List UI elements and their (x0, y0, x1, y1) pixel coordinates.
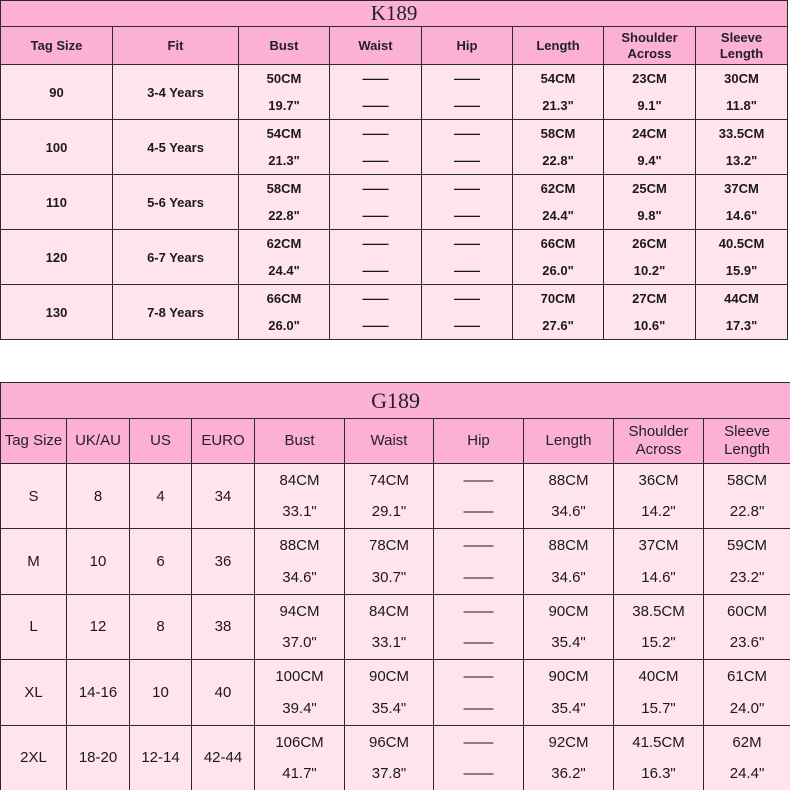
length-cell (524, 660, 614, 725)
cm-value: 62CM (266, 236, 302, 252)
euro-cell: 40 (192, 660, 255, 725)
cm-value: 96CM (368, 733, 409, 751)
cm-value: 40CM (638, 668, 679, 686)
cm-value: 74CM (368, 471, 409, 489)
cm-value: 61CM (727, 668, 768, 686)
shoulder-cell (614, 725, 704, 790)
cm-value: 44CM (724, 291, 759, 307)
cm-value: 84CM (368, 602, 409, 620)
bust-cell (255, 660, 345, 725)
fit-cell: 7-8 Years (113, 285, 239, 340)
size-chart-g189 (0, 382, 790, 790)
cm-value: —— (463, 602, 494, 620)
cm-value: —— (463, 537, 494, 555)
cm-value: 27CM (632, 291, 667, 307)
shoulder-cell (614, 464, 704, 529)
hip-cell (422, 285, 513, 340)
us-cell: 12-14 (130, 725, 192, 790)
cm-value: 106CM (275, 733, 324, 751)
uk-au-cell: 10 (67, 529, 130, 594)
inch-value: —— (362, 207, 389, 223)
table-row (1, 120, 788, 175)
inch-value: 9.8" (637, 207, 662, 223)
bust-cell (255, 529, 345, 594)
sleeve-cell (704, 594, 790, 659)
waist-cell (345, 529, 434, 594)
column-header: Fit (113, 27, 239, 65)
column-header: Waist (345, 419, 434, 464)
hip-cell (422, 65, 513, 120)
waist-cell (345, 594, 434, 659)
waist-cell (330, 230, 422, 285)
cm-value: 30CM (724, 71, 759, 87)
tag-size-cell: S (1, 464, 67, 529)
shoulder-cell (604, 120, 696, 175)
waist-cell (330, 65, 422, 120)
inch-value: —— (463, 634, 494, 652)
cm-value: —— (463, 668, 494, 686)
cm-value: —— (463, 733, 494, 751)
waist-cell (345, 660, 434, 725)
inch-value: 23.6" (729, 634, 765, 652)
fit-cell: 4-5 Years (113, 120, 239, 175)
hip-cell (434, 725, 524, 790)
cm-value: —— (454, 181, 480, 197)
uk-au-cell: 8 (67, 464, 130, 529)
cm-value: 23CM (632, 71, 667, 87)
cm-value: 25CM (632, 181, 667, 197)
tag-size-cell: XL (1, 660, 67, 725)
euro-cell: 38 (192, 594, 255, 659)
cm-value: 26CM (632, 236, 667, 252)
cm-value: —— (362, 236, 389, 252)
tag-size-cell: M (1, 529, 67, 594)
inch-value: 21.3" (268, 152, 300, 168)
bust-cell (255, 464, 345, 529)
table-row (1, 175, 788, 230)
inch-value: 11.8" (726, 97, 757, 113)
fit-cell: 5-6 Years (113, 175, 239, 230)
cm-value: 90CM (548, 602, 589, 620)
cm-value: —— (454, 71, 480, 87)
hip-cell (434, 464, 524, 529)
inch-value: —— (362, 97, 389, 113)
cm-value: 33.5CM (718, 126, 765, 142)
bust-cell (239, 230, 330, 285)
cm-value: 58CM (266, 181, 302, 197)
bust-cell (239, 120, 330, 175)
column-header: US (130, 419, 192, 464)
inch-value: 16.3" (641, 765, 676, 782)
inch-value: 35.4" (551, 634, 586, 652)
header-row (1, 419, 790, 464)
inch-value: 34.6" (551, 568, 586, 586)
header-row (1, 27, 788, 65)
cm-value: 66CM (266, 291, 302, 307)
column-header: UK/AU (67, 419, 130, 464)
us-cell: 10 (130, 660, 192, 725)
bust-cell (255, 725, 345, 790)
us-cell: 8 (130, 594, 192, 659)
cm-value: 36CM (638, 471, 679, 489)
table-row (1, 594, 790, 659)
bust-cell (239, 285, 330, 340)
column-header: Shoulder Across (604, 27, 696, 65)
inch-value: 22.8" (729, 503, 765, 521)
column-header: Bust (239, 27, 330, 65)
inch-value: 15.9" (725, 262, 758, 278)
inch-value: 29.1" (371, 503, 407, 521)
column-header: Shoulder Across (614, 419, 704, 464)
column-header: Bust (255, 419, 345, 464)
chart-title: K189 (1, 1, 788, 27)
length-cell (513, 65, 604, 120)
cm-value: 94CM (279, 602, 320, 620)
inch-value: —— (362, 262, 389, 278)
inch-value: 37.0" (282, 634, 317, 652)
tag-size-cell: 100 (1, 120, 113, 175)
shoulder-cell (604, 175, 696, 230)
cm-value: 59CM (727, 537, 768, 555)
inch-value: 36.2" (551, 765, 586, 782)
inch-value: 15.7" (641, 699, 676, 717)
table-row (1, 464, 790, 529)
column-header: Sleeve Length (696, 27, 788, 65)
cm-value: 50CM (266, 71, 302, 87)
inch-value: —— (454, 262, 480, 278)
shoulder-cell (604, 230, 696, 285)
inch-value: 35.4" (551, 699, 586, 717)
tag-size-cell: 90 (1, 65, 113, 120)
fit-cell: 6-7 Years (113, 230, 239, 285)
cm-value: 90CM (548, 668, 589, 686)
cm-value: —— (454, 291, 480, 307)
hip-cell (422, 120, 513, 175)
inch-value: —— (362, 317, 389, 333)
length-cell (513, 285, 604, 340)
sleeve-cell (704, 725, 790, 790)
inch-value: —— (463, 765, 494, 782)
column-header: Hip (422, 27, 513, 65)
shoulder-cell (604, 285, 696, 340)
cm-value: 88CM (548, 471, 589, 489)
tag-size-cell: 120 (1, 230, 113, 285)
euro-cell: 34 (192, 464, 255, 529)
cm-value: 100CM (275, 668, 324, 686)
cm-value: 62M (732, 733, 762, 751)
cm-value: 62CM (540, 181, 576, 197)
cm-value: —— (463, 471, 494, 489)
cm-value: 70CM (540, 291, 576, 307)
hip-cell (422, 175, 513, 230)
table-row (1, 230, 788, 285)
column-header: Length (524, 419, 614, 464)
tag-size-cell: 130 (1, 285, 113, 340)
inch-value: —— (463, 568, 494, 586)
cm-value: 58CM (540, 126, 576, 142)
inch-value: 24.4" (729, 765, 765, 782)
inch-value: —— (454, 97, 480, 113)
inch-value: 24.4" (542, 207, 574, 223)
inch-value: 34.6" (282, 568, 317, 586)
cm-value: 24CM (632, 126, 667, 142)
cm-value: 38.5CM (632, 602, 685, 620)
table-row (1, 660, 790, 725)
length-cell (524, 529, 614, 594)
cm-value: 37CM (638, 537, 679, 555)
inch-value: —— (463, 699, 494, 717)
uk-au-cell: 18-20 (67, 725, 130, 790)
inch-value: —— (454, 152, 480, 168)
inch-value: 41.7" (282, 765, 317, 782)
column-header: Hip (434, 419, 524, 464)
inch-value: —— (463, 503, 494, 521)
table-row (1, 529, 790, 594)
waist-cell (330, 120, 422, 175)
inch-value: 39.4" (282, 699, 317, 717)
inch-value: —— (454, 317, 480, 333)
shoulder-cell (614, 529, 704, 594)
sleeve-cell (704, 464, 790, 529)
tag-size-cell: 2XL (1, 725, 67, 790)
size-chart-k189 (0, 0, 788, 340)
inch-value: —— (454, 207, 480, 223)
cm-value: 54CM (540, 71, 576, 87)
inch-value: 24.4" (268, 262, 300, 278)
cm-value: —— (362, 71, 389, 87)
cm-value: 60CM (727, 602, 768, 620)
inch-value: 13.2" (725, 152, 758, 168)
uk-au-cell: 12 (67, 594, 130, 659)
shoulder-cell (614, 660, 704, 725)
length-cell (524, 464, 614, 529)
cm-value: 66CM (540, 236, 576, 252)
inch-value: 14.2" (641, 503, 676, 521)
inch-value: 37.8" (371, 765, 407, 782)
inch-value: 33.1" (371, 634, 407, 652)
inch-value: —— (362, 152, 389, 168)
waist-cell (345, 464, 434, 529)
sleeve-cell (696, 120, 788, 175)
column-header: Waist (330, 27, 422, 65)
hip-cell (434, 529, 524, 594)
sleeve-cell (704, 529, 790, 594)
cm-value: 54CM (266, 126, 302, 142)
table-row (1, 65, 788, 120)
inch-value: 14.6" (725, 207, 758, 223)
length-cell (524, 725, 614, 790)
sleeve-cell (696, 285, 788, 340)
shoulder-cell (604, 65, 696, 120)
cm-value: —— (454, 236, 480, 252)
inch-value: 24.0" (729, 699, 765, 717)
cm-value: 90CM (368, 668, 409, 686)
column-header: Tag Size (1, 27, 113, 65)
cm-value: 78CM (368, 537, 409, 555)
bust-cell (255, 594, 345, 659)
inch-value: 10.6" (633, 317, 666, 333)
cm-value: 37CM (724, 181, 759, 197)
waist-cell (330, 175, 422, 230)
column-header: EURO (192, 419, 255, 464)
cm-value: —— (362, 291, 389, 307)
bust-cell (239, 65, 330, 120)
inch-value: 22.8" (268, 207, 300, 223)
us-cell: 4 (130, 464, 192, 529)
inch-value: 10.2" (633, 262, 666, 278)
inch-value: 19.7" (268, 97, 300, 113)
inch-value: 27.6" (542, 317, 574, 333)
length-cell (513, 175, 604, 230)
inch-value: 14.6" (641, 568, 676, 586)
us-cell: 6 (130, 529, 192, 594)
bust-cell (239, 175, 330, 230)
inch-value: 30.7" (371, 568, 407, 586)
fit-cell: 3-4 Years (113, 65, 239, 120)
cm-value: —— (454, 126, 480, 142)
inch-value: 9.1" (637, 97, 662, 113)
inch-value: 21.3" (542, 97, 574, 113)
inch-value: 17.3" (725, 317, 758, 333)
uk-au-cell: 14-16 (67, 660, 130, 725)
cm-value: 58CM (727, 471, 768, 489)
table-row (1, 285, 788, 340)
hip-cell (434, 594, 524, 659)
inch-value: 34.6" (551, 503, 586, 521)
cm-value: —— (362, 126, 389, 142)
inch-value: 35.4" (371, 699, 407, 717)
cm-value: 84CM (279, 471, 320, 489)
tag-size-cell: 110 (1, 175, 113, 230)
euro-cell: 36 (192, 529, 255, 594)
euro-cell: 42-44 (192, 725, 255, 790)
inch-value: 26.0" (542, 262, 574, 278)
cm-value: 41.5CM (632, 733, 685, 751)
hip-cell (434, 660, 524, 725)
waist-cell (345, 725, 434, 790)
cm-value: 88CM (548, 537, 589, 555)
sleeve-cell (696, 230, 788, 285)
column-header: Tag Size (1, 419, 67, 464)
cm-value: 40.5CM (718, 236, 765, 252)
inch-value: 23.2" (729, 568, 765, 586)
cm-value: 88CM (279, 537, 320, 555)
sleeve-cell (696, 175, 788, 230)
length-cell (524, 594, 614, 659)
inch-value: 33.1" (282, 503, 317, 521)
column-header: Length (513, 27, 604, 65)
inch-value: 22.8" (542, 152, 574, 168)
cm-value: 92CM (548, 733, 589, 751)
length-cell (513, 230, 604, 285)
tag-size-cell: L (1, 594, 67, 659)
chart-title: G189 (1, 383, 790, 419)
sleeve-cell (704, 660, 790, 725)
cm-value: —— (362, 181, 389, 197)
inch-value: 26.0" (268, 317, 300, 333)
length-cell (513, 120, 604, 175)
table-row (1, 725, 790, 790)
inch-value: 15.2" (641, 634, 676, 652)
shoulder-cell (614, 594, 704, 659)
inch-value: 9.4" (637, 152, 662, 168)
sleeve-cell (696, 65, 788, 120)
hip-cell (422, 230, 513, 285)
column-header: Sleeve Length (704, 419, 790, 464)
waist-cell (330, 285, 422, 340)
